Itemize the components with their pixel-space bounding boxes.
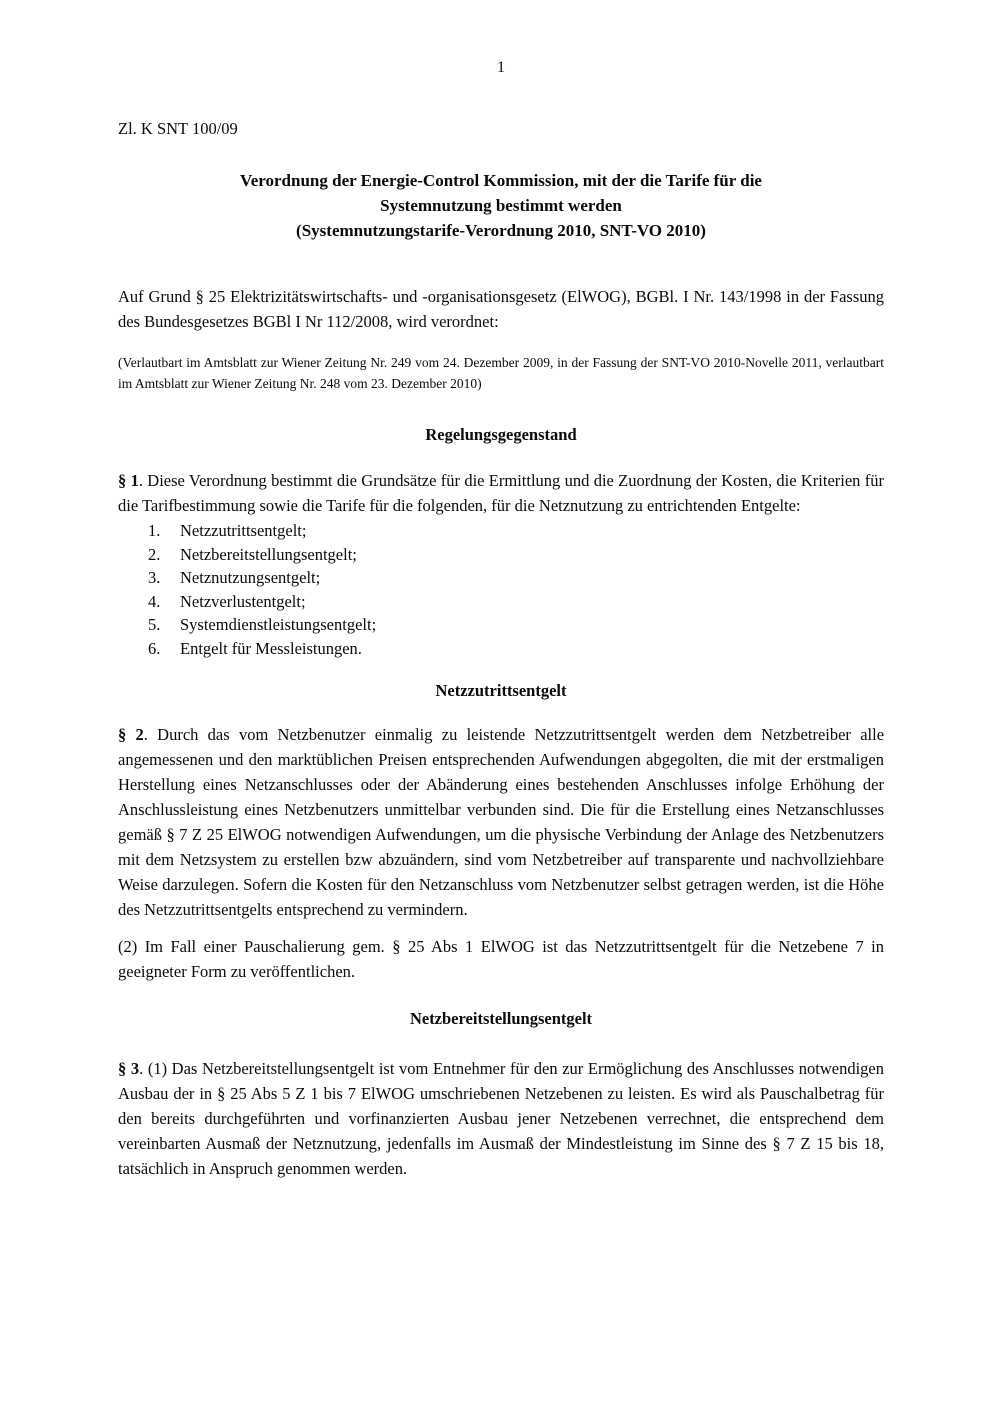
section-heading-netzzutrittsentgelt: Netzzutrittsentgelt <box>435 681 567 700</box>
paragraph-2-abs-2: (2) Im Fall einer Pauschalierung gem. § 25 Abs 1 ElWOG ist das Netzzutrittsentgelt für die Netzebene 7 in geeigneter Form zu veröffentlichen. <box>118 937 884 981</box>
paragraph-1-text: . Diese Verordnung bestimmt die Grundsätze für die Ermittlung und die Zuordnung der Kosten, die Kriterien für die Tarifbestimmung sowie die Tarife für die folgenden, für die Netznutzung zu entrichtenden Entgelte: <box>118 471 884 515</box>
paragraph-2-marker: § 2 <box>118 725 144 744</box>
docket-number: Zl. K SNT 100/09 <box>118 119 238 138</box>
document-title <box>118 168 884 243</box>
list-item-text: Netzbereitstellungsentgelt; <box>180 544 357 564</box>
list-item-text: Systemdienstleistungsentgelt; <box>180 615 377 634</box>
paragraph-1-marker: § 1 <box>118 471 139 490</box>
paragraph-1 <box>118 468 884 518</box>
preamble-paragraph: Auf Grund § 25 Elektrizitätswirtschafts- und -organisationsgesetz (ElWOG), BGBl. I Nr. 143/1998 in der Fassung des Bundesgesetzes BGBl I Nr 112/2008, wird verordnet: <box>118 287 884 331</box>
paragraph-2-text: . Durch das vom Netzbenutzer einmalig zu leistende Netzzutrittsentgelt werden dem Netzbetreiber alle angemessenen und den marktüblichen Preisen entsprechenden Aufwendungen abgegolten, die mit der erstmaligen Herstellung eines Netzanschlusses oder der Abänderung eines bestehenden Anschlusses infolge Erhöhung der Anschlussleistung eines Netzbenutzers unmittelbar verbunden sind. Die für die Erstellung eines Netzanschlusses gemäß § 7 Z 25 ElWOG notwendigen Aufwendungen, um die physische Verbindung der Anlage des Netzbenutzers mit dem Netzsystem zu erstellen bzw abzuändern, sind vom Netzbetreiber auf transparente und nachvollziehbare Weise darzulegen. Sofern die Kosten für den Netzanschluss vom Netzbenutzer selbst getragen werden, ist die Höhe des Netzzutrittsentgelts entsprechend zu vermindern. <box>118 725 885 919</box>
document-title-line: Systemnutzung bestimmt werden <box>380 196 622 215</box>
list-item-number: 3. <box>148 568 161 587</box>
publication-note: (Verlautbart im Amtsblatt zur Wiener Zeitung Nr. 249 vom 24. Dezember 2009, in der Fassung der SNT-VO 2010-Novelle 2011, verlautbart im Amtsblatt zur Wiener Zeitung Nr. 248 vom 23. Dezember 2010) <box>118 355 884 391</box>
page-number: 1 <box>497 59 505 76</box>
paragraph-3-text: . (1) Das Netzbereitstellungsentgelt ist vom Entnehmer für den zur Ermöglichung des Anschlusses notwendigen Ausbau der in § 25 Abs 5 Z 1 bis 7 ElWOG umschriebenen Netzebenen zu leisten. Es wird als Pauschalbetrag für den bereits durchgeführten und vorfinanzierten Ausbau jener Netzebenen verrechnet, die entsprechend dem vereinbarten Ausmaß der Netznutzung, jedenfalls im Ausmaß der Mindestleistung im Sinne des § 7 Z 15 bis 18, tatsächlich in Anspruch genommen werden. <box>118 1059 884 1178</box>
list-item <box>148 543 884 567</box>
list-item <box>148 519 884 543</box>
list-item-text: Netznutzungsentgelt; <box>180 568 321 587</box>
entgelt-list <box>118 519 884 660</box>
list-item <box>148 613 884 637</box>
list-item <box>148 637 884 661</box>
paragraph-2 <box>118 722 884 922</box>
list-item <box>148 566 884 590</box>
list-item-text: Entgelt für Messleistungen. <box>180 638 362 658</box>
list-item-number: 2. <box>148 544 161 564</box>
document-title-line: Verordnung der Energie-Control Kommission, mit der die Tarife für die <box>240 171 762 190</box>
section-heading-regelungsgegenstand: Regelungsgegenstand <box>425 425 577 444</box>
list-item <box>148 590 884 614</box>
list-item-text: Netzzutrittsentgelt; <box>180 521 307 540</box>
paragraph-3 <box>118 1056 884 1181</box>
section-heading-netzbereitstellungsentgelt: Netzbereitstellungsentgelt <box>409 1009 593 1028</box>
document-title-line: (Systemnutzungstarife-Verordnung 2010, SNT-VO 2010) <box>296 221 706 240</box>
list-item-text: Netzverlustentgelt; <box>180 591 306 611</box>
list-item-number: 6. <box>148 638 161 658</box>
list-item-number: 5. <box>148 615 161 634</box>
paragraph-3-marker: § 3 <box>118 1059 140 1078</box>
list-item-number: 1. <box>148 521 161 540</box>
list-item-number: 4. <box>148 591 161 611</box>
